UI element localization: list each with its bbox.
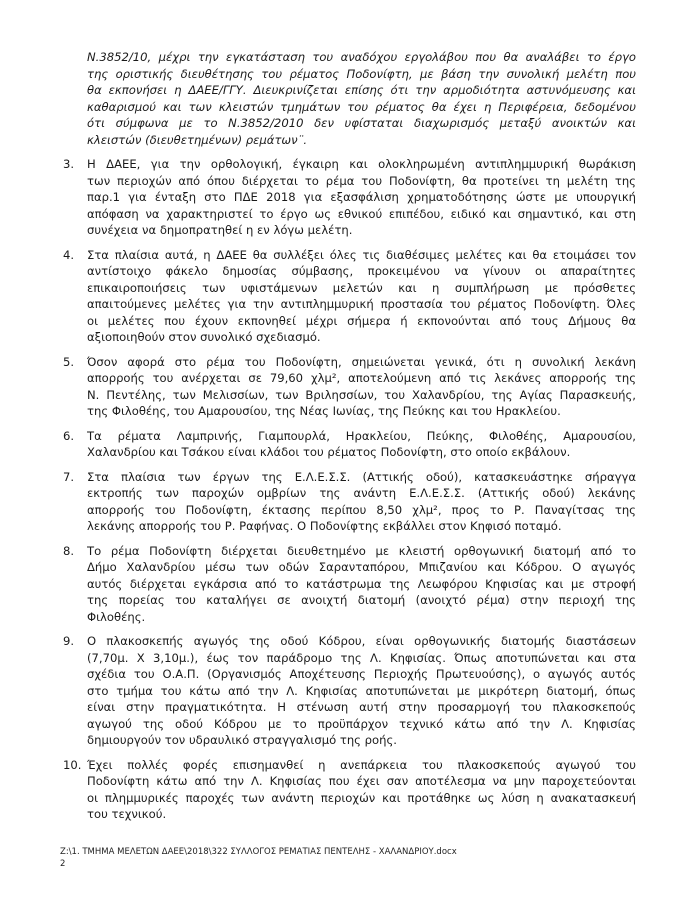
paragraph: [63, 428, 636, 461]
paragraph-number: 9.: [63, 634, 75, 648]
page-number: 2: [60, 859, 66, 869]
paragraph-line: οι πλημμυρικές παροχές των ανάντη περιοχών και προτάθηκε ως λύση η ανακατασκευή: [87, 790, 636, 805]
paragraph-number: 8.: [63, 543, 75, 558]
paragraph-line: του τεχνικού.: [87, 807, 167, 821]
paragraph-line: θα εκπονήσει η ΔΑΕΕ/ΓΓΥ. Διευκρινίζεται επίσης ότι την αρμοδιότητα αστυνόμευσης και: [87, 83, 636, 97]
paragraph-number: 4.: [63, 247, 75, 262]
paragraph-line: στο τμήμα του κάτω από την Λ. Κηφισίας αποτυπώνεται με μικρότερη διατομή, όπως: [87, 683, 636, 698]
paragraph-line: Όσον αφορά στο ρέμα του Ποδονίφτη, σημειώνεται γενικά, ότι η συνολική λεκάνη: [87, 354, 636, 369]
paragraph-line: Δήμο Χαλανδρίου μέσω των οδών Σαρανταπόρου, Μπιζανίου και Κόδρου. Ο αγωγός: [87, 560, 636, 574]
paragraph-line: απορροής του Ποδονίφτη, έκτασης περίπου 8,50 χλμ², προς το Ρ. Παναγίτσας της: [87, 502, 636, 517]
paragraph-number: 7.: [63, 469, 75, 484]
paragraph-line: αντίστοιχο φάκελο δημοσίας σύμβασης, προκειμένου να γίνουν οι απαραίτητες: [87, 264, 636, 278]
paragraph: [63, 354, 636, 420]
document-body: [63, 49, 636, 831]
paragraph-line: (7,70μ. Χ 3,10μ.), έως τον παράδρομο της Λ. Κηφισίας. Όπως αποτυπώνεται και στα: [87, 650, 636, 665]
paragraph-line: ότι σύμφωνα με το Ν.3852/2010 δεν υφίσταται διαχωρισμός μεταξύ ανοικτών και: [87, 116, 636, 130]
file-path: Ζ:\1. ΤΜΗΜΑ ΜΕΛΕΤΩΝ ΔΑΕΕ\2018\322 ΣΥΛΛΟΓΟΣ ΡΕΜΑΤΙΑΣ ΠΕΝΤΕΛΗΣ - ΧΑΛΑΝΔΡΙΟΥ.docx: [60, 847, 457, 857]
paragraph-line: της Φιλοθέης, του Αμαρουσίου, της Νέας Ιωνίας, της Πεύκης και του Ηρακλείου.: [87, 404, 561, 418]
paragraph-line: αυτός διέρχεται εγκάρσια από το κατάστρωμα της Λεωφόρου Κηφισίας και με στροφή: [87, 576, 636, 591]
paragraph: [63, 543, 636, 626]
page-footer: [60, 846, 457, 870]
paragraph-line: Φιλοθέης.: [87, 609, 146, 624]
paragraph-line: οι μελέτες που έχουν εκπονηθεί μέχρι σήμερα ή εκπονούνται από τους Δήμους θα: [87, 313, 636, 328]
paragraph-line: απορροής του ανέρχεται σε 79,60 χλμ², αποτελούμενη από τις λεκάνες απορροής της: [87, 371, 636, 385]
paragraph-line: δημιουργούν τον υδραυλικό στραγγαλισμό της ροής.: [87, 733, 397, 747]
paragraph-line: παρ.1 για ένταξη στο ΠΔΕ 2018 για εξασφάλιση χρηματοδότησης ώστε με υπουργική: [87, 190, 636, 204]
paragraph: [63, 469, 636, 535]
paragraph-line: Τα ρέματα Λαμπρινής, Γιαμπουρλά, Ηρακλείου, Πεύκης, Φιλοθέης, Αμαρουσίου,: [87, 428, 636, 443]
paragraph-line: αγωγού της οδού Κόδρου με το προϋπάρχον τεχνικό κάτω από την Λ. Κηφισίας: [87, 716, 636, 731]
paragraph-line: Ν. Πεντέλης, των Μελισσίων, των Βριλησσίων, του Χαλανδρίου, της Αγίας Παρασκευής,: [87, 387, 636, 402]
paragraph-line: Στα πλαίσια των έργων της Ε.Λ.Ε.Σ.Σ. (Αττικής οδού), κατασκευάστηκε σήραγγα: [87, 469, 636, 484]
paragraph-line: Το ρέμα Ποδονίφτη διέρχεται διευθετημένο με κλειστή ορθογωνική διατομή από το: [87, 543, 636, 558]
paragraph-line: κλειστών (διευθετημένων) ρεμάτων¨.: [87, 132, 308, 147]
paragraph-line: Ο πλακοσκεπής αγωγός της οδού Κόδρου, είναι ορθογωνικής διατομής διαστάσεων: [87, 634, 636, 648]
paragraph-line: σχέδια του Ο.Α.Π. (Οργανισμός Αποχέτευσης Περιοχής Πρωτευούσης), ο αγωγός αυτός: [87, 667, 636, 681]
paragraph: [63, 49, 636, 148]
paragraph: [63, 247, 636, 346]
paragraph-number: 10.: [63, 757, 82, 772]
paragraph-line: Ποδονίφτη κάτω από την Λ. Κηφισίας που έχει σαν αποτέλεσμα να μην παροχετεύονται: [87, 774, 636, 788]
paragraph-line: Στα πλαίσια αυτά, η ΔΑΕΕ θα συλλέξει όλες τις διαθέσιμες μελέτες και θα ετοιμάσει τον: [87, 247, 636, 262]
paragraph-line: των περιοχών από όπου διέρχεται το ρέμα του Ποδονίφτη, θα προτείνει τη μελέτη της: [87, 173, 636, 188]
paragraph-number: 6.: [63, 428, 75, 443]
paragraph: [63, 633, 636, 749]
paragraph-number: 5.: [63, 354, 75, 369]
paragraph-line: λεκάνης απορροής του Ρ. Ραφήνας. Ο Ποδονίφτης εκβάλλει στον Κηφισό ποταμό.: [87, 519, 562, 533]
paragraph-line: εκτροπής των παροχών ομβρίων της ανάντη Ε.Λ.Ε.Σ.Σ. (Αττικής οδού) λεκάνης: [87, 486, 636, 500]
paragraph-line: απαιτούμενες μελέτες για την αντιπλημμυρική προστασία του ρέματος Ποδονίφτη. Όλες: [87, 297, 636, 311]
paragraph-number: 3.: [63, 157, 75, 171]
paragraph-line: Έχει πολλές φορές επισημανθεί η ανεπάρκεια του πλακοσκεπούς αγωγού του: [87, 757, 636, 772]
paragraph-line: είναι στην πραγματικότητα. Η στένωση αυτή στην προσαρμογή του πλακοσκεπούς: [87, 700, 636, 714]
paragraph: [63, 156, 636, 239]
paragraph-line: της πορείας του καταλήγει σε ανοιχτή διατομή (ανοιχτό ρέμα) στην περιοχή της: [87, 593, 636, 607]
paragraph-line: της οριστικής διευθέτησης του ρέματος Ποδονίφτη, με βάση την συνολική μελέτη που: [87, 66, 636, 81]
paragraph-line: καθαρισμού και των κλειστών τμημάτων του ρέματος θα έχει η Περιφέρεια, δεδομένου: [87, 99, 636, 114]
paragraph-line: N.3852/10, μέχρι την εγκατάσταση του αναδόχου εργολάβου που θα αναλάβει το έργο: [87, 50, 636, 64]
paragraph: [63, 757, 636, 823]
paragraph-line: αξιοποιηθούν στον συνολικό σχεδιασμό.: [87, 330, 321, 344]
paragraph-line: απόφαση να χαρακτηριστεί το έργο ως εθνικού επιπέδου, ειδικό και σημαντικό, και στη: [87, 206, 636, 221]
paragraph-line: Η ΔΑΕΕ, για την ορθολογική, έγκαιρη και ολοκληρωμένη αντιπλημμυρική θωράκιση: [87, 157, 636, 171]
paragraph-line: επικαιροποιήσεις των υφιστάμενων μελετών και η συμπλήρωση με πρόσθετες: [87, 280, 636, 295]
paragraph-line: Χαλανδρίου και Τσάκου είναι κλάδοι του ρέματος Ποδονίφτη, στο οποίο εκβάλουν.: [87, 445, 571, 459]
paragraph-line: συνέχεια να δημοπρατηθεί η εν λόγω μελέτη.: [87, 223, 353, 237]
